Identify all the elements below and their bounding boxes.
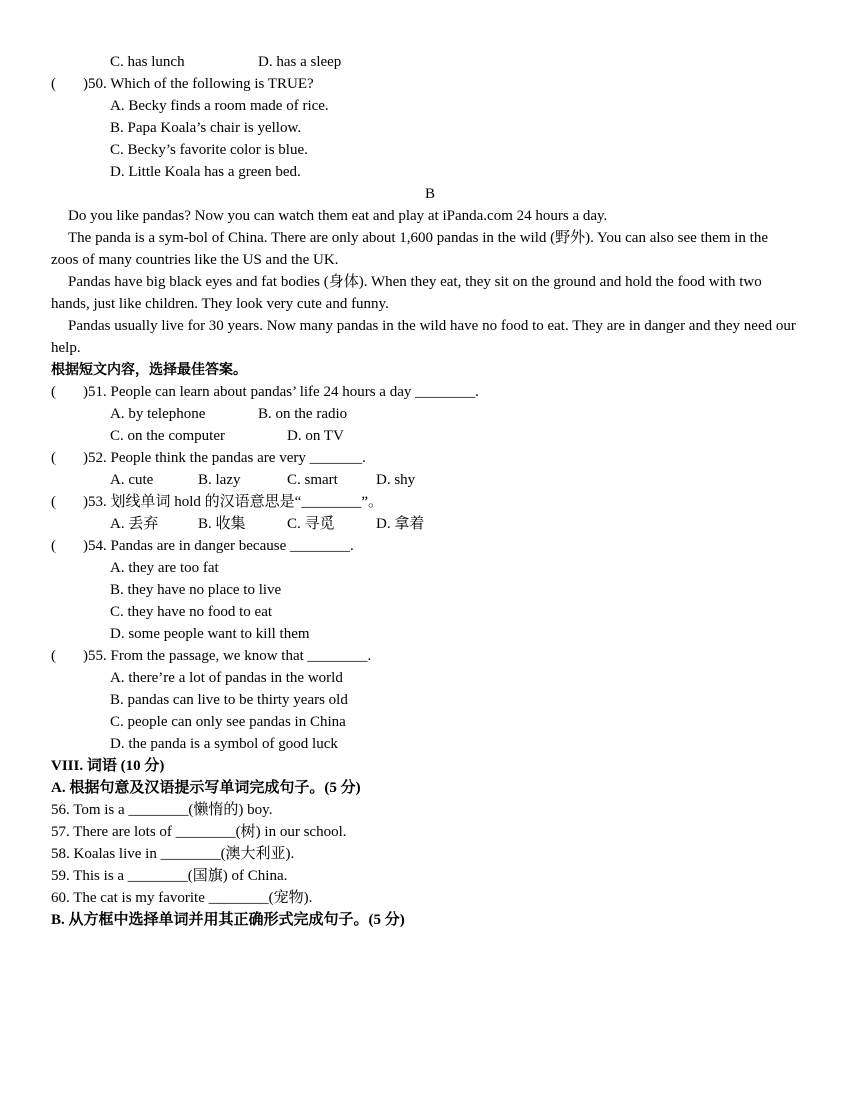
- q50-text: )50. Which of the following is TRUE?: [83, 76, 314, 92]
- q50-option-a: A. Becky finds a room made of rice.: [110, 98, 329, 114]
- q53-text: )53. 划线单词 hold 的汉语意思是“________”。: [83, 494, 383, 510]
- q53-option-c: C. 寻觅: [287, 516, 335, 532]
- q50-option-b: B. Papa Koala’s chair is yellow.: [110, 120, 302, 136]
- q55-paren: (: [51, 648, 56, 664]
- q54-option-d: D. some people want to kill them: [110, 626, 310, 642]
- fill-item-56: 56. Tom is a ________(懒惰的) boy.: [51, 802, 273, 818]
- q52-option-d: D. shy: [376, 472, 416, 488]
- section-viii-part-b-title: B. 从方框中选择单词并用其正确形式完成句子。(5 分): [51, 912, 405, 928]
- q55-option-d: D. the panda is a symbol of good luck: [110, 736, 338, 752]
- q53-paren: (: [51, 494, 56, 510]
- q55-option-b: B. pandas can live to be thirty years old: [110, 692, 348, 708]
- q50-paren: (: [51, 76, 56, 92]
- q51-paren: (: [51, 384, 56, 400]
- q51-option-a: A. by telephone: [110, 406, 206, 422]
- q53-option-b: B. 收集: [198, 516, 246, 532]
- q54-option-b: B. they have no place to live: [110, 582, 282, 598]
- q54-option-a: A. they are too fat: [110, 560, 219, 576]
- q50-option-c: C. Becky’s favorite color is blue.: [110, 142, 308, 158]
- q53-option-a: A. 丢弃: [110, 516, 159, 532]
- fill-item-59: 59. This is a ________(国旗) of China.: [51, 868, 288, 884]
- q54-option-c: C. they have no food to eat: [110, 604, 273, 620]
- q54-text: )54. Pandas are in danger because ________.: [83, 538, 354, 554]
- fill-item-57: 57. There are lots of ________(树) in our school.: [51, 824, 347, 840]
- q54-paren: (: [51, 538, 56, 554]
- q55-text: )55. From the passage, we know that ________.: [83, 648, 372, 664]
- fill-item-60: 60. The cat is my favorite ________(宠物).: [51, 890, 313, 906]
- passage-b-heading: B: [424, 186, 435, 202]
- q50-option-d: D. Little Koala has a green bed.: [110, 164, 301, 180]
- passage-paragraph-2: The panda is a sym-bol of China. There are only about 1,600 pandas in the wild (野外). You can also see them in the zoos of many countries like the US and the UK.: [51, 230, 768, 268]
- q51-text: )51. People can learn about pandas’ life 24 hours a day ________.: [83, 384, 479, 400]
- passage-paragraph-3: Pandas have big black eyes and fat bodies (身体). When they eat, they sit on the ground and hold the food with two hands, just like children. They look very cute and funny.: [51, 274, 762, 312]
- passage-paragraph-4: Pandas usually live for 30 years. Now many pandas in the wild have no food to eat. They are in danger and they need our help.: [51, 318, 796, 356]
- q49-option-d: D. has a sleep: [258, 54, 342, 70]
- q53-option-d: D. 拿着: [376, 516, 425, 532]
- q52-option-c: C. smart: [287, 472, 338, 488]
- q51-option-b: B. on the radio: [258, 406, 348, 422]
- q55-option-c: C. people can only see pandas in China: [110, 714, 346, 730]
- q52-option-b: B. lazy: [198, 472, 241, 488]
- q52-paren: (: [51, 450, 56, 466]
- q49-option-c: C. has lunch: [110, 54, 185, 70]
- q51-option-d: D. on TV: [287, 428, 344, 444]
- q52-option-a: A. cute: [110, 472, 154, 488]
- section-viii-part-a-title: A. 根据句意及汉语提示写单词完成句子。(5 分): [51, 780, 361, 796]
- passage-paragraph-1: Do you like pandas? Now you can watch them eat and play at iPanda.com 24 hours a day.: [68, 208, 608, 224]
- passage-b-instruction: 根据短文内容，选择最佳答案。: [51, 362, 247, 378]
- q51-option-c: C. on the computer: [110, 428, 225, 444]
- q52-text: )52. People think the pandas are very _______.: [83, 450, 366, 466]
- fill-item-58: 58. Koalas live in ________(澳大利亚).: [51, 846, 295, 862]
- q55-option-a: A. there’re a lot of pandas in the world: [110, 670, 343, 686]
- section-viii-title: VIII. 词语 (10 分): [51, 758, 165, 774]
